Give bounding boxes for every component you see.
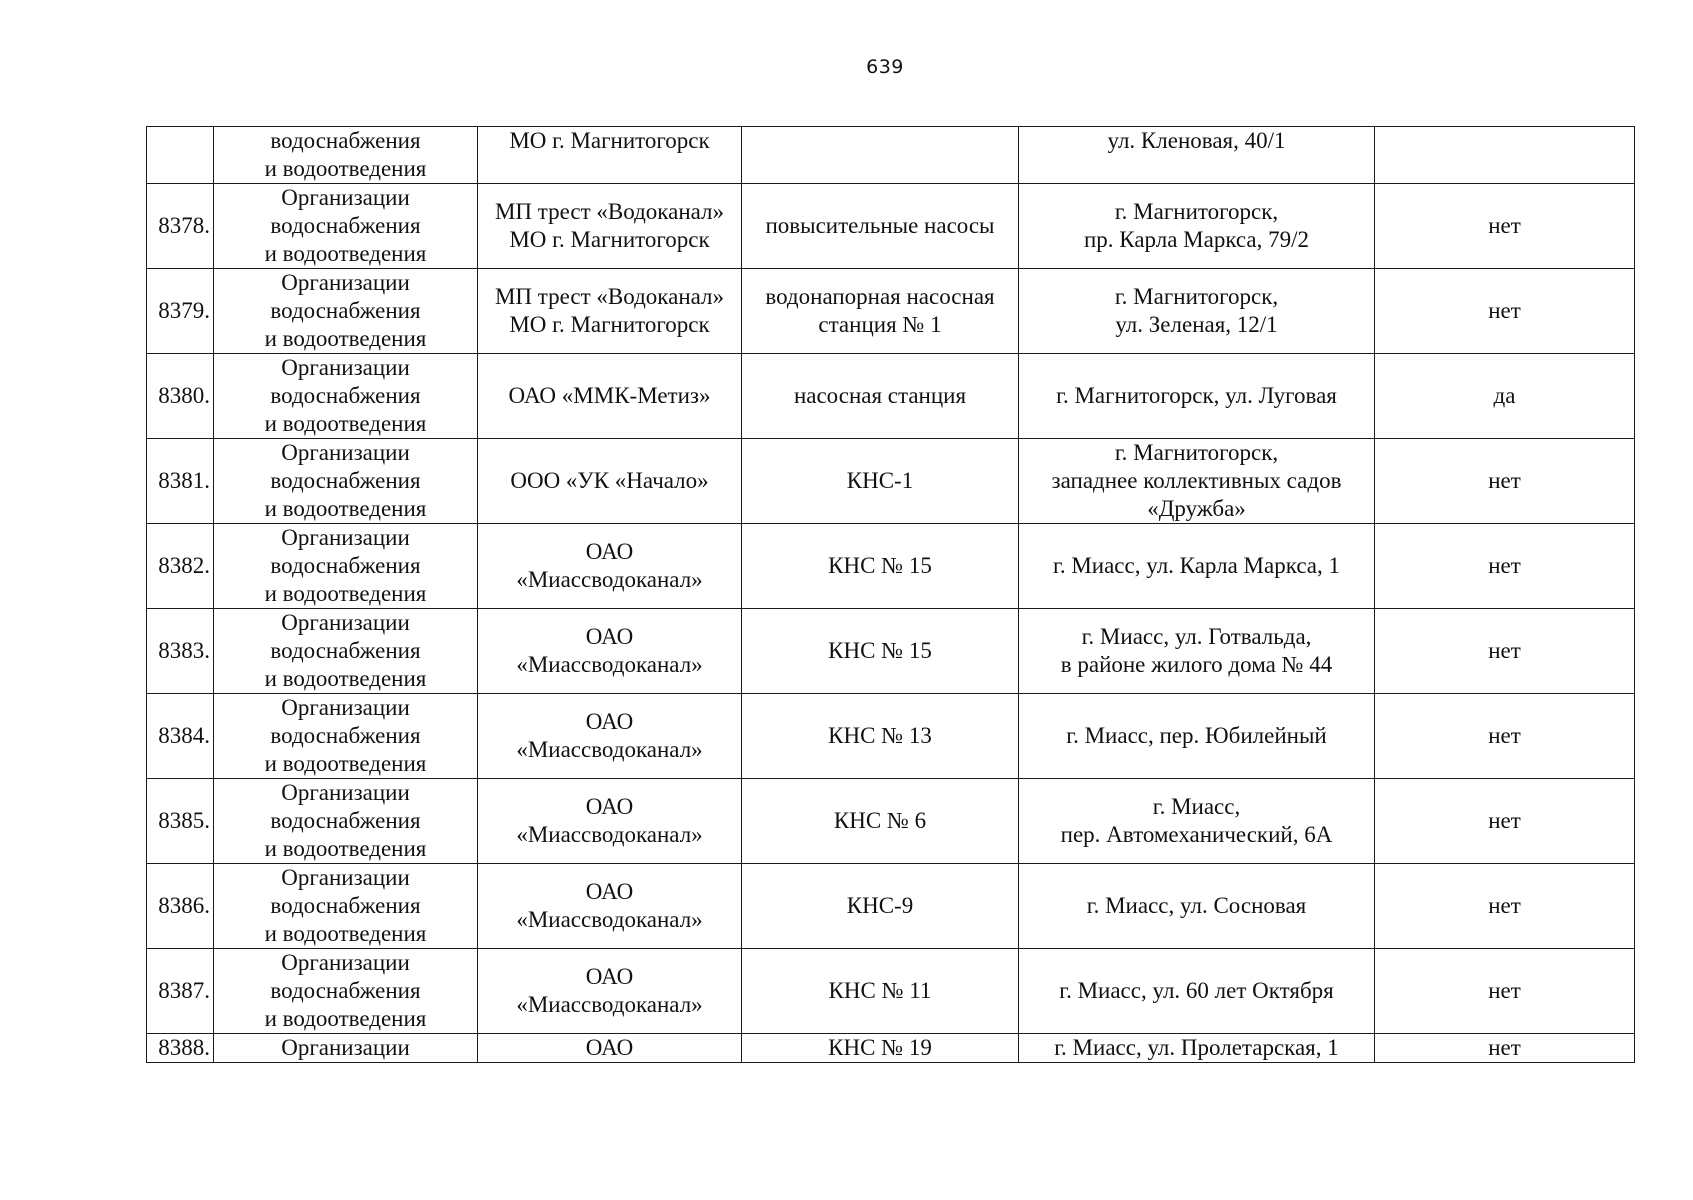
organization-name-cell-line: ООО «УК «Начало» — [510, 468, 709, 493]
table-row — [147, 864, 1635, 949]
row-number: 8388. — [147, 1034, 214, 1063]
organization-name-cell — [478, 354, 742, 439]
object-name-cell — [742, 184, 1019, 269]
object-name-cell-line: КНС № 15 — [828, 553, 932, 578]
object-name-cell-line: КНС № 6 — [833, 808, 927, 833]
address-cell-line: г. Миасс, ул. 60 лет Октября — [1059, 978, 1334, 1003]
organization-name-cell-line: ОАО — [585, 624, 634, 649]
organization-type-cell-line: и водоотведения — [264, 666, 427, 691]
organization-type-cell-line: Организации — [281, 185, 410, 210]
object-name-cell-line: КНС № 11 — [828, 978, 932, 1003]
organization-name-cell — [478, 864, 742, 949]
organization-type-cell — [214, 1034, 478, 1063]
address-cell — [1019, 439, 1375, 524]
organization-type-cell — [214, 864, 478, 949]
organization-type-cell — [214, 127, 478, 184]
table-row-continued — [147, 127, 1635, 184]
organization-name-cell-line: ОАО — [585, 1035, 634, 1060]
object-name-cell-line: КНС-9 — [846, 893, 914, 918]
organization-name-cell-line: ОАО — [585, 879, 634, 904]
organization-type-cell-line: и водоотведения — [264, 411, 427, 436]
organization-type-cell-line: Организации — [281, 610, 410, 635]
flag-cell: нет — [1375, 184, 1635, 269]
object-name-cell-line: КНС № 15 — [828, 638, 932, 663]
organization-type-cell-line: Организации — [281, 440, 410, 465]
row-number: 8381. — [147, 439, 214, 524]
organization-name-cell — [478, 184, 742, 269]
address-cell-line: г. Миасс, ул. Готвальда, — [1081, 624, 1312, 649]
row-number: 8380. — [147, 354, 214, 439]
flag-cell: нет — [1375, 1034, 1635, 1063]
organization-type-cell-line: водоснабжения — [270, 383, 421, 408]
facilities-table-body — [147, 127, 1635, 1063]
row-number: 8387. — [147, 949, 214, 1034]
address-cell — [1019, 609, 1375, 694]
row-number: 8379. — [147, 269, 214, 354]
organization-name-cell — [478, 779, 742, 864]
organization-name-cell-line: ОАО «ММК-Метиз» — [508, 383, 711, 408]
address-cell-line: пр. Карла Маркса, 79/2 — [1083, 227, 1310, 252]
address-cell-line: г. Миасс, — [1152, 794, 1241, 819]
organization-type-cell-line: и водоотведения — [264, 496, 427, 521]
object-name-cell-line: КНС № 19 — [828, 1035, 932, 1060]
object-name-cell — [742, 779, 1019, 864]
organization-name-cell-line: МП трест «Водоканал» — [494, 199, 725, 224]
organization-type-cell — [214, 269, 478, 354]
organization-type-cell — [214, 184, 478, 269]
address-cell — [1019, 779, 1375, 864]
organization-name-cell-line: ОАО — [585, 794, 634, 819]
organization-type-cell-line: и водоотведения — [264, 1006, 427, 1031]
object-name-cell — [742, 269, 1019, 354]
object-name-cell-line: КНС № 13 — [828, 723, 932, 748]
organization-name-cell — [478, 694, 742, 779]
address-cell-line: г. Миасс, ул. Карла Маркса, 1 — [1052, 553, 1341, 578]
object-name-cell-line: повысительные насосы — [765, 213, 995, 238]
organization-type-cell-line: Организации — [281, 865, 410, 890]
organization-name-cell-line: «Миассводоканал» — [516, 907, 703, 932]
flag-cell: нет — [1375, 439, 1635, 524]
flag-cell: нет — [1375, 694, 1635, 779]
address-cell-line: г. Магнитогорск, — [1114, 284, 1279, 309]
organization-name-cell-line: «Миассводоканал» — [516, 992, 703, 1017]
organization-type-cell-line: и водоотведения — [264, 751, 427, 776]
organization-name-cell — [478, 609, 742, 694]
object-name-cell — [742, 524, 1019, 609]
organization-type-cell-line: и водоотведения — [264, 836, 427, 861]
organization-type-cell-line: водоснабжения — [270, 553, 421, 578]
row-number: 8383. — [147, 609, 214, 694]
address-cell-line: г. Миасс, пер. Юбилейный — [1066, 723, 1327, 748]
organization-type-cell-line: и водоотведения — [264, 241, 427, 266]
object-name-cell-line: водонапорная насосная — [765, 284, 995, 309]
table-row — [147, 269, 1635, 354]
organization-type-cell-line: Организации — [281, 780, 410, 805]
object-name-cell — [742, 439, 1019, 524]
flag-cell: да — [1375, 354, 1635, 439]
flag-cell: нет — [1375, 949, 1635, 1034]
table-row — [147, 184, 1635, 269]
object-name-cell-line: КНС-1 — [846, 468, 914, 493]
address-cell — [1019, 949, 1375, 1034]
organization-type-cell-line: Организации — [281, 525, 410, 550]
organization-name-cell-line: «Миассводоканал» — [516, 737, 703, 762]
organization-name-cell-line: «Миассводоканал» — [516, 567, 703, 592]
organization-name-cell-line: ОАО — [585, 964, 634, 989]
organization-type-cell — [214, 354, 478, 439]
object-name-cell — [742, 354, 1019, 439]
organization-name-cell-line: МО г. Магнитогорск — [509, 227, 710, 252]
address-cell-line: г. Магнитогорск, — [1114, 440, 1279, 465]
facilities-table — [146, 126, 1635, 1063]
object-name-cell — [742, 949, 1019, 1034]
page-number: 639 — [866, 56, 904, 78]
address-cell — [1019, 127, 1375, 184]
row-number: 8384. — [147, 694, 214, 779]
table-row — [147, 524, 1635, 609]
organization-name-cell — [478, 1034, 742, 1063]
row-number: 8378. — [147, 184, 214, 269]
organization-type-cell-line: Организации — [281, 950, 410, 975]
address-cell-line: в районе жилого дома № 44 — [1060, 652, 1333, 677]
table-row — [147, 694, 1635, 779]
organization-name-cell — [478, 949, 742, 1034]
organization-name-cell-line: МО г. Магнитогорск — [509, 312, 710, 337]
row-number: 8386. — [147, 864, 214, 949]
organization-type-cell-line: водоснабжения — [270, 723, 421, 748]
table-row — [147, 354, 1635, 439]
address-cell-line: г. Миасс, ул. Пролетарская, 1 — [1054, 1035, 1339, 1060]
address-cell-line: «Дружба» — [1147, 496, 1246, 521]
table-row — [147, 1034, 1635, 1063]
address-cell-line: ул. Зеленая, 12/1 — [1115, 312, 1278, 337]
address-cell-line: ул. Кленовая, 40/1 — [1107, 128, 1286, 153]
object-name-cell — [742, 694, 1019, 779]
row-number: 8382. — [147, 524, 214, 609]
organization-type-cell-line: Организации — [281, 695, 410, 720]
organization-type-cell — [214, 609, 478, 694]
address-cell-line: г. Магнитогорск, ул. Луговая — [1056, 383, 1337, 408]
organization-name-cell-line: «Миассводоканал» — [516, 822, 703, 847]
organization-name-cell — [478, 269, 742, 354]
table-row — [147, 779, 1635, 864]
address-cell — [1019, 524, 1375, 609]
organization-type-cell — [214, 694, 478, 779]
flag-cell: нет — [1375, 524, 1635, 609]
table-row — [147, 949, 1635, 1034]
organization-type-cell — [214, 439, 478, 524]
row-number — [147, 127, 214, 184]
address-cell — [1019, 184, 1375, 269]
organization-type-cell-line: водоснабжения — [270, 298, 421, 323]
organization-type-cell-line: Организации — [281, 355, 410, 380]
organization-type-cell-line: водоснабжения — [270, 468, 421, 493]
organization-type-cell-line: водоснабжения — [270, 128, 421, 153]
organization-name-cell-line: МП трест «Водоканал» — [494, 284, 725, 309]
address-cell — [1019, 1034, 1375, 1063]
organization-type-cell-line: и водоотведения — [264, 581, 427, 606]
address-cell-line: г. Миасс, ул. Сосновая — [1086, 893, 1307, 918]
address-cell — [1019, 864, 1375, 949]
organization-type-cell — [214, 949, 478, 1034]
organization-name-cell — [478, 127, 742, 184]
object-name-cell — [742, 864, 1019, 949]
row-number: 8385. — [147, 779, 214, 864]
organization-name-cell-line: МО г. Магнитогорск — [509, 128, 710, 153]
organization-type-cell-line: и водоотведения — [264, 326, 427, 351]
organization-name-cell-line: «Миассводоканал» — [516, 652, 703, 677]
address-cell — [1019, 269, 1375, 354]
address-cell — [1019, 694, 1375, 779]
organization-type-cell-line: Организации — [281, 1035, 410, 1060]
organization-type-cell-line: водоснабжения — [270, 978, 421, 1003]
organization-type-cell-line: водоснабжения — [270, 808, 421, 833]
flag-cell: нет — [1375, 864, 1635, 949]
object-name-cell — [742, 609, 1019, 694]
address-cell-line: западнее коллективных садов — [1051, 468, 1342, 493]
address-cell-line: пер. Автомеханический, 6А — [1060, 822, 1333, 847]
organization-name-cell — [478, 524, 742, 609]
flag-cell — [1375, 127, 1635, 184]
organization-type-cell-line: и водоотведения — [264, 156, 427, 181]
object-name-cell — [742, 1034, 1019, 1063]
organization-type-cell-line: и водоотведения — [264, 921, 427, 946]
object-name-cell — [742, 127, 1019, 184]
flag-cell: нет — [1375, 269, 1635, 354]
organization-type-cell-line: водоснабжения — [270, 213, 421, 238]
address-cell — [1019, 354, 1375, 439]
organization-type-cell-line: водоснабжения — [270, 893, 421, 918]
organization-name-cell — [478, 439, 742, 524]
organization-type-cell-line: Организации — [281, 270, 410, 295]
organization-type-cell — [214, 524, 478, 609]
table-row — [147, 609, 1635, 694]
address-cell-line: г. Магнитогорск, — [1114, 199, 1279, 224]
flag-cell: нет — [1375, 609, 1635, 694]
table-row — [147, 439, 1635, 524]
object-name-cell-line: станция № 1 — [818, 312, 942, 337]
organization-name-cell-line: ОАО — [585, 709, 634, 734]
organization-type-cell-line: водоснабжения — [270, 638, 421, 663]
organization-name-cell-line: ОАО — [585, 539, 634, 564]
organization-type-cell — [214, 779, 478, 864]
object-name-cell-line: насосная станция — [793, 383, 967, 408]
flag-cell: нет — [1375, 779, 1635, 864]
